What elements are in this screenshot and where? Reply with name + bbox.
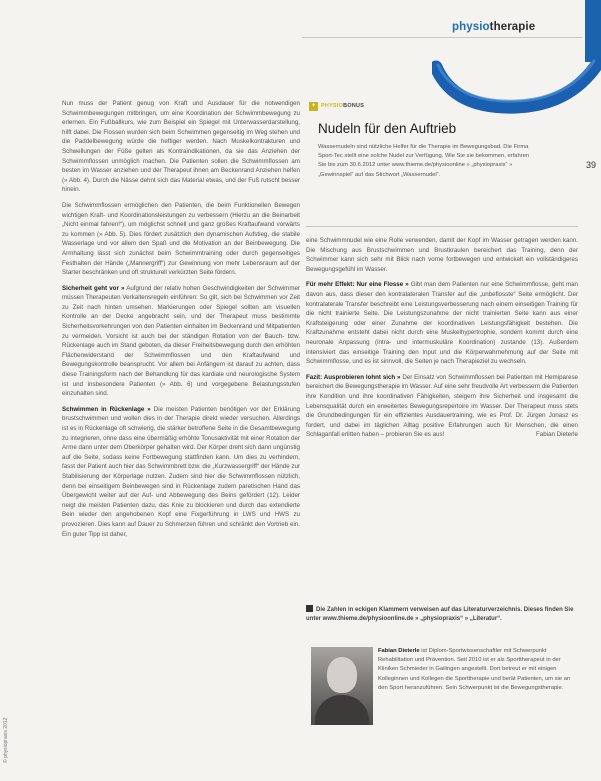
- section-lead-safety: Sicherheit geht vor »: [62, 284, 125, 292]
- copyright-note: [0, 695, 12, 765]
- bonus-divider: [306, 226, 578, 227]
- magazine-brand: [452, 21, 535, 33]
- footnote-text: Die Zahlen in eckigen Klammern verweisen auf das Literaturverzeichnis. Dieses finden Sie unter www.thieme.de/physioonline.de » „physiopraxis“ » „Literatur“.: [306, 607, 574, 623]
- left-paragraph-2: Die Schwimmflossen ermöglichen den Patienten, die beim Funktionellen Bewegen wichtigen Kraft- und Koordinationsleistungen zu verbessern (Hierzu an die Beinarbeit „Nicht einmal fahren!“), um möglichst schnell und ganz großes Kraftaufwand vorwärts zu kommen (» Abb. 5). Dies fördert zusätzlich den dynamischen Aufstieg, die stabile Wasserlage und vor allem den Spaß und die Motivation an der Beinbewegung. Die Armhaltung lässt sich zunächst beim Schwimmtraining oder durch gegenseitiges Festhalten der Hände („Mannergriff“) zur Gewinnung von mehr Lebensraum auf der Starter beschränken und oft strukturell verkürzten Seite fördern.: [62, 201, 300, 277]
- left-column: [62, 99, 300, 545]
- author-photo: [311, 647, 373, 725]
- author-shirt: [315, 695, 369, 725]
- left-paragraph-3: [62, 284, 300, 399]
- left-paragraph-1: Nun muss der Patient genug von Kraft und Ausdauer für die notwendigen Schwimmbewegungen mitbringen, um eine Koordination der Schwimmbewegung zu erlernen. Ein Fußballkurs, wie zum Beispiel ein Spiegel mit Unterwasserdarstellung, hilft dabei. Die Flossen wurden sich beim Schwimmen gegenseitig im Weg stehen und die Paddelbewegung würde die heftiger werden. Nach Muskelkontrakturen und Schwellungen der Füße gelten als Kontraindikationen, da sie das Anziehen der Schwimmflossen unmöglich machen. Die Patienten sollen die Schwimmflossen am besten im Wasser anziehen und der Therapeut ihnen am Beckenrand Anziehen helfen (» Abb. 4). Durch die Nässe dehnt sich das Material etwas, und der Fuß rutscht besser hinein.: [62, 100, 300, 194]
- footnote-marker-icon: [306, 605, 313, 612]
- swim-noodle-illustration: [432, 57, 601, 117]
- bio-name: Fabian Dieterle: [378, 648, 420, 654]
- article-author: Fabian Dieterle: [536, 431, 578, 439]
- right-paragraph-3: [306, 373, 578, 440]
- page-number: 39: [585, 160, 596, 170]
- author-bio: [378, 647, 578, 693]
- right-paragraph-1: eine Schwimmnudel wie eine Rolle verwenden, damit der Kopf im Wasser getragen werden kann. Die Mischung aus Brustschwimmen und Brustkraulen bereichert das Training, denn der Schwimmer kann sich sehr mit Blick nach vorne fortbewegen und entwickelt ein vollständigeres Bewegungsgefühl im Wasser.: [306, 237, 578, 273]
- bio-text: ist Diplom-Sportwissenschaftler mit Schwerpunkt Rehabilitation und Prävention. Seit 2010 ist er als Sporttherapeut in der Kliniken Schmieder in Gailingen angestellt. Dort betreut er mit einigen Kolleginnen und Kollegen die Sporttherapie und berät Patienten, um sie an den Sport heranzuführen. Sein Schwerpunkt ist die Bewegungstherapie.: [378, 648, 571, 691]
- right-paragraph-2-text: Gibt man dem Patienten nur eine Schwimmflosse, geht man davon aus, dass dieser den kontralateralen Transfer auf die „unbeflosste“ Seite ermöglicht. Der kontralaterale Transfer beschreibt eine Leistungsverbesserung nach einem einseitigen Training für die nicht trainierte Seite. Die Leistungszunahme der nicht trainierten Seite kann aus einer Kraftsteigerung oder einer Zunahme der koordinativen Leistungsfähigkeit bestehen. Die Kraftzunahme entsteht dabei nicht durch eine Muskelhypertrophie, sondern kommt durch eine neuronale Anpassung (intra- und intermuskuläre Koordination) zustande (13). Außerdem intensiviert das einseitige Training den Input und die Körperwahrnehmung auf der Seite mit Schwimmflosse, und es ist sinnvoll, die Seiten je nach Therapieziel zu wechseln.: [306, 281, 578, 366]
- bonus-label: [321, 103, 364, 109]
- bonus-title: Nudeln für den Auftrieb: [318, 121, 457, 136]
- author-face: [327, 657, 357, 693]
- right-paragraph-2: [306, 280, 578, 366]
- brand-physio: physio: [452, 21, 490, 33]
- right-column: [306, 236, 578, 446]
- plus-icon: +: [309, 102, 318, 111]
- bonus-text: Wassernudeln sind nützliche Helfer für die Therapie im Bewegungsbad. Die Firma Sport-Tec stellt eine solche Nudel zur Verfügung. Wie Sie sie bekommen, erfahren Sie bis zum 30.6.2012 unter www.thieme.de/physioonline » „physiopraxis“ » „Gewinnspiel“ auf das Stichwort „Wassernudel“.: [318, 144, 530, 178]
- bonus-label-bonus: BONUS: [343, 103, 365, 109]
- section-lead-backstroke: Schwimmen in Rückenlage »: [62, 405, 151, 413]
- physio-bonus-box: [306, 99, 578, 227]
- section-lead-one-fin: Für mehr Effekt: Nur eine Flosse »: [306, 281, 409, 289]
- section-color-tab: [585, 0, 601, 62]
- header-rule: [302, 37, 582, 38]
- copyright-text: © physiopraxis 2012: [3, 717, 9, 763]
- brand-therapie: therapie: [489, 21, 536, 33]
- left-paragraph-4-text: Die meisten Patienten benötigen vor der Erklärung brustschwimmen und wollen dies in der Therapie direkt wieder versuchen. Allerdings ist es in Rückenlage oft schwierig, die stärker betroffene Seite in die Gesamtbewegung zu integrieren, ohne dass eine übermäßig erhöhte Tonusaktivität mit einer Rotation der Arme dann unter dem Oberkörper gehalten wird. Der Körper dreht sich dann ungünstig auf die Seite, sodass keine Fortbewegung stattfinden kann. Um dies zu verhindern, fasst der Patient auch hier das Schwimmbrett bzw. die „Kurzwassergriff“ der Hände zur Stabilisierung der Körperlage nutzen. Zudem sind hier die Schwimmflossen nützlich, denn bei einseitigem Beinbewegen sind in Rückenlage zudem paretischen Hand das Übergewicht weiter auf der Auf- und Abbewegung des Beins gefördert (12). Leider neigt die meisten Patienten dazu, das Knie zu blockieren und durch das extendierte Bein wieder den angehobenen Kopf eine Fixgerführung in LWS und HWS zu provozieren. Dies kann auf Dauer zu Schmerzen führen und schränkt den Vortrieb ein. Ein guter Tipp ist daher,: [62, 405, 300, 538]
- section-lead-conclusion: Fazit: Ausprobieren lohnt sich »: [306, 373, 401, 381]
- bonus-label-physio: PHYSIO: [321, 103, 344, 109]
- left-paragraph-4: [62, 405, 300, 539]
- right-paragraph-3-text: Der Einsatz von Schwimmflossen bei Patienten mit Hemiparese bereichert die Bewegungstherapie im Wasser. Auf eine sehr freudvolle Art verbessern die Patienten ihre Kondition und ihre koordinativen Fähigkeiten, steigern ihre Sicherheit und insgesamt die Lebensqualität durch ein erweitertes Bewegungsrepertoire im Wasser. Der Therapeut muss stets die Grundbedingungen für ein effizientes Ausdauertraining, wie es Prof. Dr. Jürgen Jonasz es fordert, und dabei im täglichen Alltag positive Erfahrungen auch für Menschen, die einen Schlaganfall erlitten haben – probieren Sie es aus!: [306, 373, 578, 439]
- literature-footnote: [306, 605, 578, 624]
- left-paragraph-3-text: Aufgrund der relativ hohen Geschwindigkeiten der Schwimmer müssen Therapeuten Verkaltensregeln einführen: So gilt, sich bei Schwimmen vor Zeit zu Zeit nach hinten umsehen. Markierungen oder Spiegel sollten am visuellen Kontrolle an der Decke angebracht sein, und der Therapeut muss bestimmte Sicherheitsvorkehrungen von den Patienten einhalten im Beckenrand und Mitpatienten zu vermeiden. Vorsicht ist auch bei der ständigen Rotation von der Bauch- bzw. Rückenlage auch im Stand geboten, da dieser Freiheitsbewegung durch den erhöhten Flächenwiderstand der Schwimmflossen und den Kraftaufwand und Bewegungskontrolle beansprucht. Vor allem bei Anfängern ist darauf zu achten, dass diese Trainingsform nach der Behandlung für das kardiale und neurologische System ist und insbesondere Patienten (» Abb. 6) und vorgegebene Belastungsstufen einzuhalten sind.: [62, 284, 300, 398]
